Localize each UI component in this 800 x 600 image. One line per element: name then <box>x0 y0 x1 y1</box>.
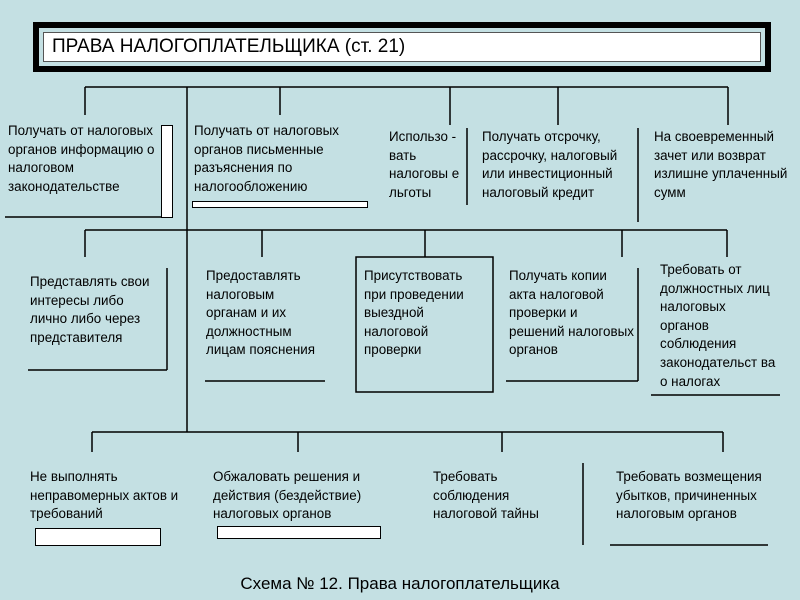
right-tax-benefits: Использо - вать налоговы е льготы <box>389 129 460 200</box>
right-damages: Требовать возмещения убытков, причиненных налоговым органов <box>616 469 762 522</box>
right-tax-info: Получать от налоговых органов информацию о налоговом законодательстве <box>8 123 155 194</box>
underline-box <box>161 125 173 218</box>
right-compliance: Требовать от должностных лиц налоговых органов соблюдения законодательст ва о налогах <box>660 262 776 389</box>
right-refund: На своевременный зачет или возврат излишне уплаченный сумм <box>654 129 788 200</box>
right-refuse-unlawful: Не выполнять неправомерных актов и требований <box>30 469 179 522</box>
right-deferral: Получать отсрочку, рассрочку, налоговый или инвестиционный налоговый кредит <box>482 129 618 200</box>
right-copies-of-acts: Получать копии акта налоговой проверки и решений налоговых органов <box>509 268 634 358</box>
diagram-title: ПРАВА НАЛОГОПЛАТЕЛЬЩИКА (ст. 21) <box>43 32 761 62</box>
underline-box <box>192 201 368 208</box>
underline-box <box>35 528 161 546</box>
right-explanations: Предоставлять налоговым органам и их должностным лицам пояснения <box>206 268 315 358</box>
right-attend-inspection: Присутствовать при проведении выездной налоговой проверки <box>364 268 464 358</box>
diagram-caption: Схема № 12. Права налогоплательщика <box>240 574 560 593</box>
right-written-explanations: Получать от налоговых органов письменные разъяснения по налогообложению <box>194 123 339 194</box>
right-representation: Представлять свои интересы либо лично либо через представителя <box>30 274 150 345</box>
diagram-title-box <box>33 22 771 72</box>
right-tax-secrecy: Требовать соблюдения налоговой тайны <box>433 469 539 522</box>
underline-box <box>217 526 381 539</box>
right-appeal: Обжаловать решения и действия (бездействие) налоговых органов <box>213 469 362 522</box>
